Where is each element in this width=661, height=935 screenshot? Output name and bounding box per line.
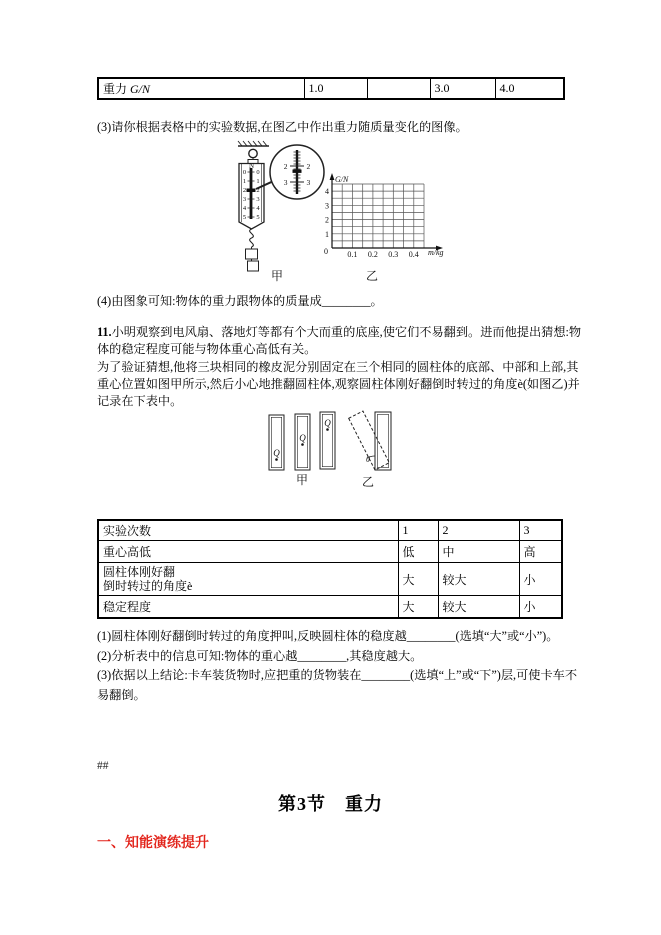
subsection-heading: 一、知能演练提升 xyxy=(97,836,209,851)
subquestion-3: (3)依据以上结论:卡车装货物时,应把重的货物装在________(选填“上”或“下”)层,可使卡车不 xyxy=(97,668,578,683)
caption-jia: 甲 xyxy=(295,473,309,487)
experiment-table xyxy=(97,519,563,619)
tip-angle-2: 较大 xyxy=(438,563,519,596)
figure-cylinders xyxy=(250,405,420,490)
gravity-value-2 xyxy=(367,78,430,99)
y-axis-arrow-icon xyxy=(330,173,335,180)
svg-text:5: 5 xyxy=(242,214,247,221)
tip-angle-3: 小 xyxy=(519,563,562,596)
svg-text:2: 2 xyxy=(306,162,311,171)
svg-text:1: 1 xyxy=(256,178,260,185)
cg-height-1: 低 xyxy=(398,541,438,563)
scale-tube xyxy=(250,168,253,219)
tip-angle-1: 大 xyxy=(398,563,438,596)
table-row xyxy=(98,541,562,563)
svg-text:3: 3 xyxy=(283,178,288,187)
q11-line-4: 重心位置如图甲所示,然后小心地推翻圆柱体,观察圆柱体刚好翻倒时转过的角度è(如图乙)并 xyxy=(97,376,580,391)
table-row xyxy=(98,563,562,596)
stability-2: 较大 xyxy=(438,596,519,618)
gravity-value-1: 1.0 xyxy=(304,78,367,99)
q11-line-1: 11.小明观察到电风扇、落地灯等都有个大而重的底座,使它们不易翻到。进而他提出猜想:物 xyxy=(97,325,582,339)
svg-text:1: 1 xyxy=(242,178,247,185)
scale-pointer xyxy=(247,189,256,193)
svg-text:0: 0 xyxy=(242,169,247,176)
table-row xyxy=(98,596,562,618)
caption-yi: 乙 xyxy=(361,475,375,489)
y-tick-labels xyxy=(324,187,329,256)
exp-row4-header: 稳定程度 xyxy=(98,596,398,618)
theta-label: θ xyxy=(366,455,370,464)
svg-text:2: 2 xyxy=(242,187,247,194)
q11-number: 11. xyxy=(97,325,112,339)
svg-text:3: 3 xyxy=(242,196,247,203)
gravity-value-4: 4.0 xyxy=(495,78,564,99)
svg-text:0: 0 xyxy=(256,169,260,176)
hanging-ring-icon xyxy=(249,149,257,157)
svg-text:2: 2 xyxy=(325,215,329,225)
svg-text:Q: Q xyxy=(299,433,306,443)
ceiling-hatch xyxy=(238,141,267,146)
magnifier-inset xyxy=(270,145,324,199)
svg-text:4: 4 xyxy=(242,205,247,212)
exp-trial-1: 1 xyxy=(398,520,438,541)
scale-unit-label: N xyxy=(248,162,255,170)
svg-text:0.2: 0.2 xyxy=(367,250,378,259)
question-10-part4: (4)由图象可知:物体的重力跟物体的质量成________。 xyxy=(97,294,383,308)
svg-text:0.1: 0.1 xyxy=(347,250,358,259)
question-10-part3: (3)请你根据表格中的实验数据,在图乙中作出重力随质量变化的图像。 xyxy=(97,120,468,134)
svg-text:1: 1 xyxy=(325,229,329,239)
svg-text:0.3: 0.3 xyxy=(388,250,399,259)
spring-hook xyxy=(250,229,254,247)
gravity-row-header: 重力 G/N xyxy=(98,78,304,99)
axes-lines xyxy=(332,178,438,248)
page-marks: ## xyxy=(97,760,109,772)
q11-line-5: 记录在下表中。 xyxy=(97,394,183,409)
stability-3: 小 xyxy=(519,596,562,618)
exp-row3-header xyxy=(98,563,398,596)
exp-row2-header: 重心高低 xyxy=(98,541,398,563)
svg-text:4: 4 xyxy=(325,187,329,197)
exp-trial-3: 3 xyxy=(519,520,562,541)
subquestion-1: (1)圆柱体刚好翻倒时转过的角度押叫,反映圆柱体的稳度越________(选填“大”或“小”)。 xyxy=(97,629,559,643)
exp-trial-2: 2 xyxy=(438,520,519,541)
figure-spring-scale-and-graph xyxy=(225,138,450,288)
q11-line-2: 体的稳定程度可能与物体重心高低有关。 xyxy=(97,342,317,357)
cg-dot-high xyxy=(326,428,329,431)
cg-height-2: 中 xyxy=(438,541,519,563)
svg-text:0: 0 xyxy=(324,247,328,256)
exp-row3-header-line2: 倒时转过的角度è xyxy=(103,579,193,593)
cg-dot-mid xyxy=(301,443,304,446)
cg-dot-low xyxy=(275,458,278,461)
x-axis-label: m/kg xyxy=(428,248,444,257)
stability-1: 大 xyxy=(398,596,438,618)
svg-text:3: 3 xyxy=(256,196,260,203)
gravity-value-3: 3.0 xyxy=(430,78,495,99)
subquestion-2: (2)分析表中的信息可知:物体的重心越________,其稳度越大。 xyxy=(97,648,423,663)
plot-grid xyxy=(324,173,444,259)
question-11-subquestions xyxy=(97,627,577,705)
svg-text:2: 2 xyxy=(283,162,288,171)
weight-lower xyxy=(248,261,259,271)
magnifier-pointer xyxy=(293,170,302,173)
svg-text:2: 2 xyxy=(256,187,260,194)
svg-text:Q: Q xyxy=(273,448,280,458)
question-11-intro xyxy=(97,324,581,410)
table-row xyxy=(98,520,562,541)
svg-text:0.4: 0.4 xyxy=(408,250,419,259)
section-heading: 第3节 重力 xyxy=(278,794,383,814)
y-axis-label: G/N xyxy=(335,175,349,184)
exp-row3-header-line1: 圆柱体刚好翻 xyxy=(103,565,176,579)
caption-yi: 乙 xyxy=(365,269,379,283)
svg-text:3: 3 xyxy=(306,178,311,187)
weight-upper xyxy=(246,249,258,259)
cg-height-3: 高 xyxy=(519,541,562,563)
x-tick-labels xyxy=(347,250,418,259)
table-row xyxy=(98,78,564,99)
gravity-table xyxy=(97,77,565,100)
exp-row1-header: 实验次数 xyxy=(98,520,398,541)
caption-jia: 甲 xyxy=(270,269,284,283)
subquestion-3-cont: 易翻倒。 xyxy=(97,687,146,702)
svg-text:4: 4 xyxy=(256,205,260,212)
svg-text:3: 3 xyxy=(325,201,329,211)
svg-text:Q: Q xyxy=(324,418,331,428)
svg-text:5: 5 xyxy=(256,214,260,221)
q11-line-3: 为了验证猜想,他将三块相同的橡皮泥分别固定在三个相同的圆柱体的底部、中部和上部,其 xyxy=(97,359,579,374)
